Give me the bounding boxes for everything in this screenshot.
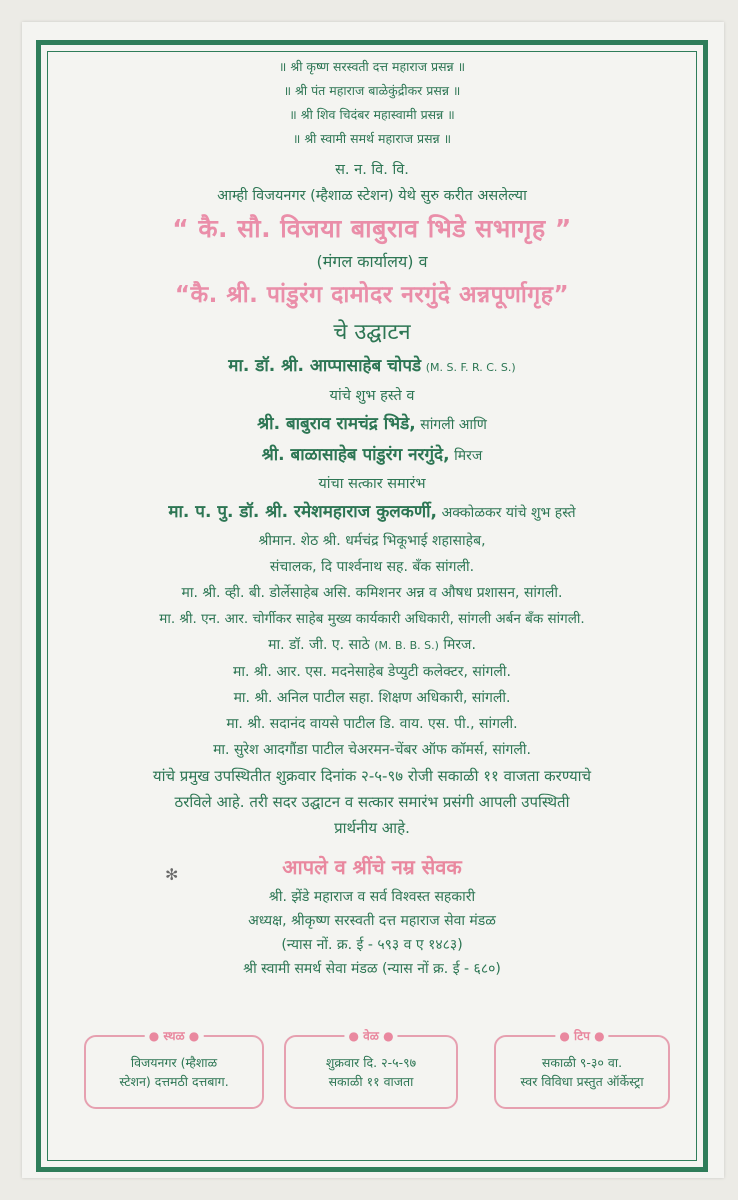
guest-line: मा. सुरेश आदगौंडा पाटील चेअरमन-चेंबर ऑफ कॉमर्स, सांगली. bbox=[213, 742, 531, 758]
felicitee bbox=[41, 440, 703, 471]
sevak-line: श्री. झेंडे महाराज व सर्व विश्वस्त सहकारी bbox=[268, 889, 476, 905]
venue-line: स्टेशन) दत्तमठी दत्तबाग. bbox=[119, 1074, 229, 1089]
felicitee-place: सांगली आणि bbox=[420, 417, 487, 433]
invitation-card bbox=[22, 22, 724, 1178]
swami-name: मा. प. पु. डॉ. श्री. रमेशमहाराज कुलकर्णी, bbox=[168, 502, 437, 522]
info-boxes bbox=[64, 1029, 706, 1111]
blessing-line: ॥ श्री कृष्ण सरस्वती दत्त महाराज प्रसन्न ॥ bbox=[278, 59, 466, 74]
felicitee bbox=[41, 409, 703, 440]
guest-line: मा. श्री. अनिल पाटील सहा. शिक्षण अधिकारी, सांगली. bbox=[233, 690, 511, 706]
time-box bbox=[284, 1029, 458, 1109]
mangal-karyalay: (मंगल कार्यालय) व bbox=[316, 252, 428, 271]
shubh-haste: यांचे शुभ हस्ते व bbox=[329, 388, 415, 404]
time-tag: ● वेळ ● bbox=[344, 1027, 397, 1046]
sevak-line: अध्यक्ष, श्रीकृष्ण सरस्वती दत्त महाराज सेवा मंडळ bbox=[248, 913, 496, 929]
sevak-title-text: आपले व श्रींचे नम्र सेवक bbox=[282, 855, 462, 879]
annapurna-griha: “कै. श्री. पांडुरंग दामोदर नरगुंदे अन्नपूर्णागृह” bbox=[174, 282, 570, 308]
blessings bbox=[41, 45, 703, 151]
chief-guest bbox=[41, 351, 703, 383]
blessing-line: ॥ श्री स्वामी समर्थ महाराज प्रसन्न ॥ bbox=[292, 131, 452, 146]
paragraph-line: ठरविले आहे. तरी सदर उद्घाटन व सत्कार समारंभ प्रसंगी आपली उपस्थिती bbox=[174, 793, 570, 811]
intro-line: आम्ही विजयनगर (म्हैशाळ स्टेशन) येथे सुरु करीत असलेल्या bbox=[217, 188, 527, 204]
sevak-title bbox=[41, 849, 703, 885]
felicitee-name: श्री. बाळासाहेब पांडुरंग नरगुंदे, bbox=[261, 445, 450, 465]
note-line: स्वर विविधा प्रस्तुत ऑर्केस्ट्रा bbox=[520, 1074, 644, 1089]
time-line: शुक्रवार दि. २-५-९७ bbox=[325, 1055, 417, 1070]
sathe-line bbox=[41, 632, 703, 659]
guest-line: श्रीमान. शेठ श्री. धर्मचंद्र भिकूभाई शहासाहेब, bbox=[258, 533, 486, 549]
satkar-line: यांचा सत्कार समारंभ bbox=[318, 476, 426, 492]
blessing-line: ॥ श्री शिव चिदंबर महास्वामी प्रसन्न ॥ bbox=[289, 107, 455, 122]
guest-line: मा. श्री. व्ही. बी. डोर्लेसाहेब असि. कमिशनर अन्न व औषध प्रशासन, सांगली. bbox=[181, 585, 563, 601]
sathe-name: मा. डॉ. जी. ए. साठे bbox=[268, 637, 370, 653]
guest-line: मा. श्री. एन. आर. चोर्गीकर साहेब मुख्य कार्यकारी अधिकारी, सांगली अर्बन बँक सांगली. bbox=[159, 611, 585, 627]
venue-tag: ● स्थळ ● bbox=[145, 1027, 204, 1046]
time-line: सकाळी ११ वाजता bbox=[328, 1074, 414, 1089]
paragraph-line: यांचे प्रमुख उपस्थितीत शुक्रवार दिनांक २-५-९७ रोजी सकाळी ११ वाजता करण्याचे bbox=[152, 767, 592, 785]
salutation: स. न. वि. वि. bbox=[335, 162, 409, 178]
outer-frame bbox=[36, 40, 708, 1172]
blessing-line: ॥ श्री पंत महाराज बाळेकुंद्रीकर प्रसन्न ॥ bbox=[283, 83, 461, 98]
sevak-line: श्री स्वामी समर्थ सेवा मंडळ (न्यास नों क्र. ई - ६८०) bbox=[243, 961, 501, 977]
note-line: सकाळी ९-३० वा. bbox=[541, 1055, 623, 1070]
paragraph-line: प्रार्थनीय आहे. bbox=[334, 819, 410, 837]
chief-guest-degree: (M. S. F. R. C. S.) bbox=[425, 361, 516, 374]
note-box bbox=[494, 1029, 670, 1109]
felicitee-name: श्री. बाबुराव रामचंद्र भिडे, bbox=[257, 414, 416, 434]
guest-line: संचालक, दि पार्श्वनाथ सह. बँक सांगली. bbox=[269, 559, 475, 575]
guest-line: मा. श्री. सदानंद वायसे पाटील डि. वाय. एस. पी., सांगली. bbox=[226, 716, 518, 732]
venue-box bbox=[84, 1029, 264, 1109]
invitation-paragraph bbox=[41, 763, 703, 841]
sevak-line: (न्यास नों. क्र. ई - ५९३ व ए १४८३) bbox=[281, 937, 463, 953]
note-tag: ● टिप ● bbox=[555, 1027, 608, 1046]
guest-line: मा. श्री. आर. एस. मदनेसाहेब डेप्युटी कलेक्टर, सांगली. bbox=[233, 664, 511, 680]
swami-line bbox=[41, 497, 703, 528]
venue-line: विजयनगर (म्हैशाळ bbox=[130, 1055, 218, 1070]
felicitee-place: मिरज bbox=[454, 448, 483, 464]
swami-rest: अक्कोळकर यांचे शुभ हस्ते bbox=[441, 505, 576, 521]
sathe-place: मिरज. bbox=[443, 637, 476, 653]
udghatan-heading: चे उद्घाटन bbox=[333, 320, 411, 345]
hall-name: “ कै. सौ. विजया बाबुराव भिडे सभागृह ” bbox=[172, 214, 572, 243]
invitation-content bbox=[41, 45, 703, 1167]
sathe-degree: (M. B. B. S.) bbox=[374, 639, 439, 652]
flower-ornament-icon: ✻ bbox=[165, 865, 179, 884]
chief-guest-name: मा. डॉ. श्री. आप्पासाहेब चोपडे bbox=[228, 356, 422, 376]
